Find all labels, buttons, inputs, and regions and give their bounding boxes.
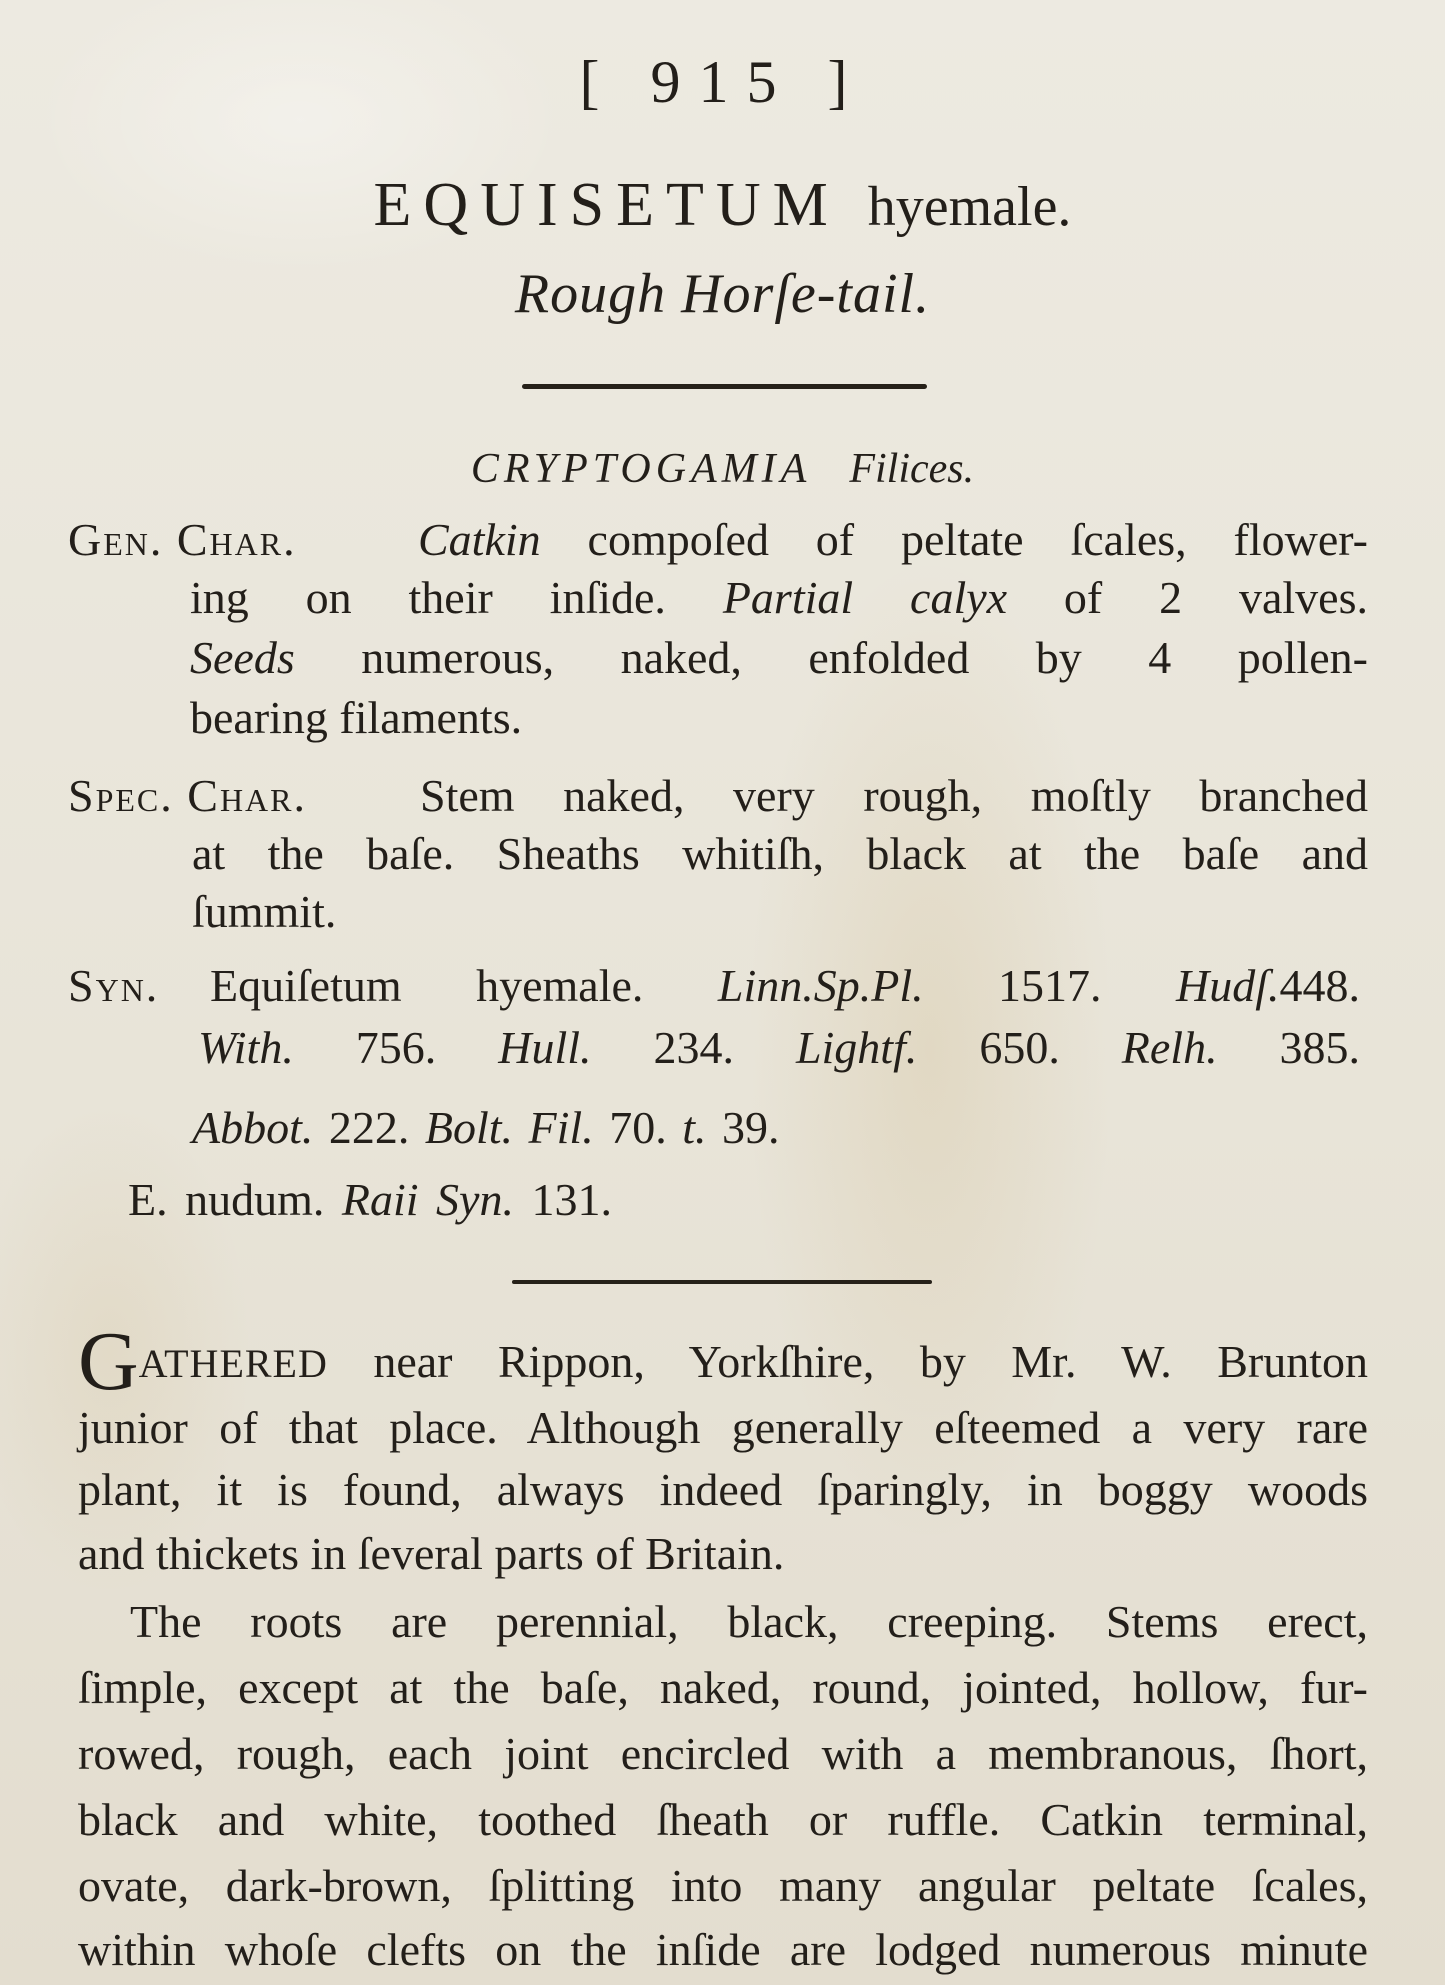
- species-title: [0, 170, 1445, 241]
- gen-char-line-2: ing on their inſide. Partial calyx of 2 valves.: [190, 572, 1368, 623]
- gen-char-label: Gen. Char.: [68, 514, 297, 565]
- body-p2-line-6: within whoſe clefts on the inſide are lodged numerous minute: [78, 1924, 1368, 1975]
- order-name: Filices.: [849, 446, 975, 492]
- genus-name: EQUISETUM: [373, 171, 840, 239]
- species-name: hyemale.: [867, 176, 1072, 238]
- spec-char-line-2: at the baſe. Sheaths whitiſh, black at the baſe and: [192, 828, 1368, 879]
- syn-label: Syn.: [68, 960, 160, 1011]
- drop-cap: G: [78, 1315, 139, 1408]
- title-divider: [522, 384, 927, 389]
- body-p1-line-1: GATHERED near Rippon, Yorkſhire, by Mr. W. Brunton: [78, 1315, 1368, 1408]
- syn-line-2: With. 756. Hull. 234. Lightf. 650. Relh. 385.: [198, 1022, 1361, 1073]
- body-p2-line-2: ſimple, except at the baſe, naked, round, jointed, hollow, fur-: [78, 1662, 1368, 1713]
- gen-char-line-1: Catkin compoſed of peltate ſcales, flower-: [418, 514, 1368, 565]
- gen-char-line-3: Seeds numerous, naked, enfolded by 4 pollen-: [190, 632, 1368, 683]
- spec-char-line-1: Stem naked, very rough, moſtly branched: [420, 770, 1368, 821]
- syn-line-1: Equiſetum hyemale. Linn.Sp.Pl. 1517. Hudſ.448.: [210, 960, 1361, 1011]
- class-name: CRYPTOGAMIA: [470, 446, 812, 492]
- body-p2-line-4: black and white, toothed ſheath or ruffle. Catkin terminal,: [78, 1794, 1368, 1845]
- gen-char-line-4: bearing filaments.: [190, 692, 523, 743]
- syn-line-3: Abbot. 222. Bolt. Fil. 70. t. 39.: [192, 1102, 780, 1153]
- body-p1-line-3: plant, it is found, always indeed ſparingly, in boggy woods: [78, 1464, 1368, 1515]
- spec-char-line-3: ſummit.: [192, 886, 337, 937]
- body-p1-line-4: and thickets in ſeveral parts of Britain.: [78, 1528, 785, 1579]
- body-p2-line-5: ovate, dark-brown, ſplitting into many angular peltate ſcales,: [78, 1860, 1368, 1911]
- section-divider: [512, 1280, 932, 1284]
- common-name: Rough Horſe-tail.: [514, 263, 931, 325]
- body-p1-line-2: junior of that place. Although generally eſteemed a very rare: [78, 1402, 1368, 1453]
- page-number: [ 915 ]: [579, 49, 866, 115]
- classification-line: [0, 445, 1445, 493]
- body-p2-line-3: rowed, rough, each joint encircled with a membranous, ſhort,: [78, 1728, 1368, 1779]
- body-p2-line-1: The roots are perennial, black, creeping. Stems erect,: [130, 1596, 1368, 1647]
- spec-char-label: Spec. Char.: [68, 770, 308, 821]
- syn-line-4: E. nudum. Raii Syn. 131.: [128, 1174, 612, 1225]
